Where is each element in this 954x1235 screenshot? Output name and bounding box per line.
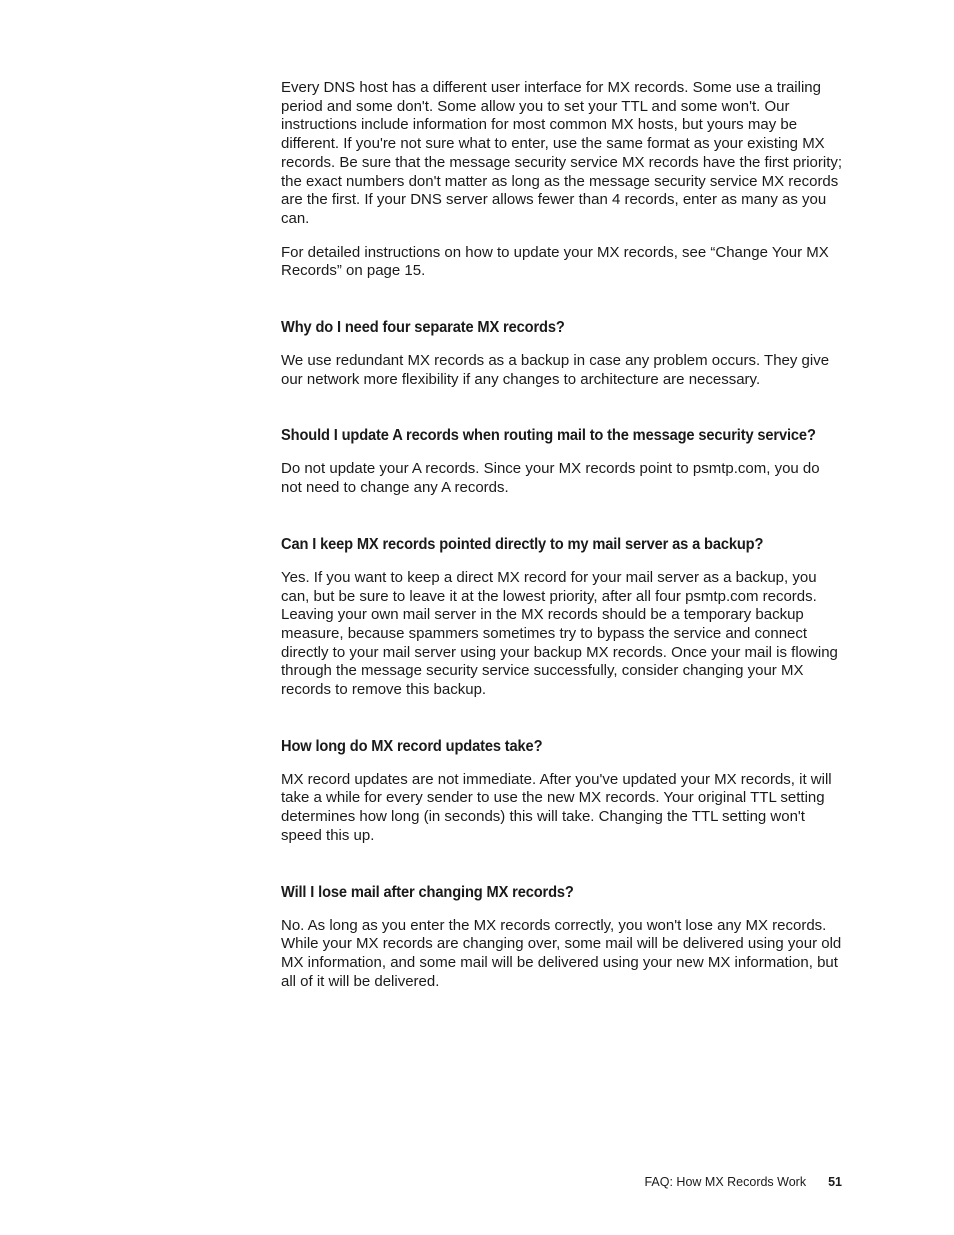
intro-paragraph: Every DNS host has a different user interface for MX records. Some use a trailing period and some don't. Some allow you to set your TTL and some won't. Our instructions include information for most common MX hosts, but yours may be different. If you're not sure what to enter, use the same format as your existing MX records. Be sure that the message security service MX records have the first priority; the exact numbers don't matter as long as the message security service MX records are the first. If your DNS server allows fewer than 4 records, enter as many as you can.	[281, 79, 843, 227]
faq-question: Can I keep MX records pointed directly to my mail server as a backup?	[281, 535, 764, 553]
faq-answer: MX record updates are not immediate. After you've updated your MX records, it will take a while for every sender to use the new MX records. Your original TTL setting determines how long (in seconds) this will take. Changing the TTL setting won't speed this up.	[281, 770, 832, 844]
faq-answer: No. As long as you enter the MX records correctly, you won't lose any MX records. While your MX records are changing over, some mail will be delivered using your old MX information, and some mail will be delivered using your new MX information, but all of it will be delivered.	[281, 916, 842, 990]
faq-answer: Do not update your A records. Since your MX records point to psmtp.com, you do not need to change any A records.	[281, 460, 820, 497]
faq-item	[281, 426, 843, 497]
faq-answer: Yes. If you want to keep a direct MX record for your mail server as a backup, you can, but be sure to leave it at the lowest priority, after all four psmtp.com records. Leaving your own mail server in the MX records should be a temporary backup measure, because spammers sometimes try to bypass the service and connect directly to your mail server using your backup MX records. Once your mail is flowing through the message security service successfully, consider changing your MX records to remove this backup.	[281, 568, 838, 699]
faq-item	[281, 883, 843, 992]
faq-question: Why do I need four separate MX records?	[281, 319, 565, 337]
faq-item	[281, 535, 843, 700]
page-number: 51	[828, 1175, 842, 1189]
faq-question: Will I lose mail after changing MX records?	[281, 883, 574, 901]
faq-answer: We use redundant MX records as a backup in case any problem occurs. They give our network more flexibility if any changes to architecture are necessary.	[281, 352, 830, 388]
faq-question: Should I update A records when routing mail to the message security service?	[281, 427, 816, 445]
faq-item	[281, 737, 843, 846]
page-content	[281, 79, 843, 1028]
footer-chapter-title: FAQ: How MX Records Work	[644, 1175, 807, 1189]
intro-section	[281, 79, 843, 281]
faq-item	[281, 318, 843, 389]
page-footer	[0, 1174, 842, 1190]
faq-question: How long do MX record updates take?	[281, 737, 543, 755]
intro-paragraph: For detailed instructions on how to update your MX records, see “Change Your MX Records” on page 15.	[281, 243, 829, 280]
